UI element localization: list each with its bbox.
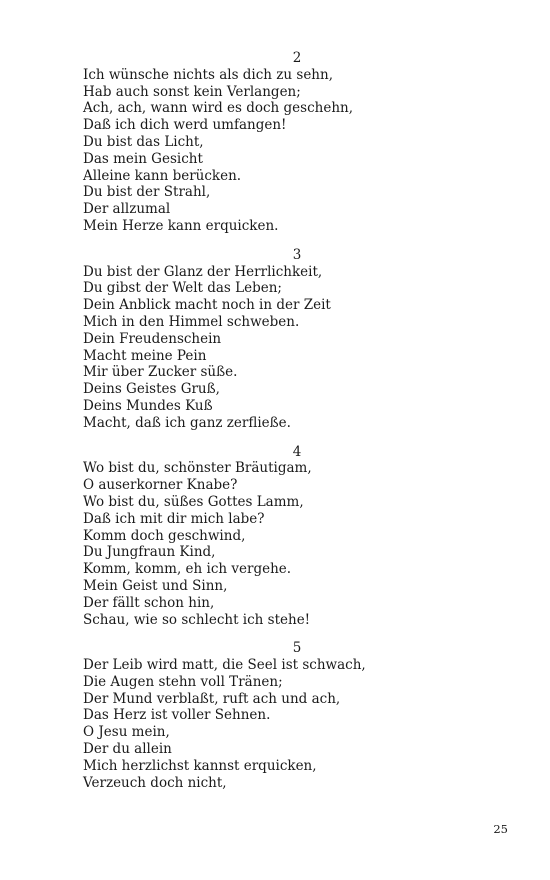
- verse-line: Der du allein: [83, 741, 172, 758]
- verse-line: Du gibst der Welt das Leben;: [83, 280, 282, 297]
- stanza-4: [83, 444, 503, 629]
- verse-line: Mein Herze kann erquicken.: [83, 217, 279, 234]
- verse-line: Hab auch sonst kein Verlangen;: [83, 83, 301, 100]
- verse-line: Ach, ach, wann wird es doch geschehn,: [83, 100, 354, 117]
- verse-line: Du bist das Licht,: [83, 133, 204, 150]
- verse-line: O Jesu mein,: [83, 724, 170, 741]
- verse-line: Schau, wie so schlecht ich stehe!: [83, 611, 311, 628]
- verse-line: Alleine kann berücken.: [83, 167, 242, 184]
- poem-text: [83, 50, 503, 803]
- page-number: 25: [493, 822, 508, 836]
- stanza-3: [83, 247, 503, 432]
- verse-line: Du bist der Glanz der Herrlichkeit,: [83, 263, 323, 280]
- verse-line: Deins Geistes Gruß,: [83, 381, 220, 398]
- stanza-number: 3: [292, 246, 302, 263]
- verse-line: Du bist der Strahl,: [83, 184, 211, 201]
- verse-line: Wo bist du, süßes Gottes Lamm,: [83, 493, 304, 510]
- verse-line: Das mein Gesicht: [83, 150, 203, 167]
- verse-line: Du Jungfraun Kind,: [83, 544, 216, 561]
- verse-line: Verzeuch doch nicht,: [83, 774, 227, 791]
- verse-line: Daß ich mit dir mich labe?: [83, 510, 265, 527]
- verse-line: Dein Anblick macht noch in der Zeit: [83, 297, 331, 314]
- verse-line: Der fällt schon hin,: [83, 594, 215, 611]
- verse-line: Das Herz ist voller Sehnen.: [83, 707, 271, 724]
- verse-line: Die Augen stehn voll Tränen;: [83, 673, 283, 690]
- verse-line: Mein Geist und Sinn,: [83, 577, 228, 594]
- verse-line: Mich herzlichst kannst erquicken,: [83, 757, 317, 774]
- verse-line: Der allzumal: [83, 201, 171, 218]
- verse-line: Komm, komm, eh ich vergehe.: [83, 561, 292, 578]
- verse-line: Macht, daß ich ganz zerfließe.: [83, 414, 291, 431]
- verse-line: Mich in den Himmel schweben.: [83, 313, 300, 330]
- verse-line: Daß ich dich werd umfangen!: [83, 117, 287, 134]
- stanza-number: 4: [292, 443, 302, 460]
- verse-line: Komm doch geschwind,: [83, 527, 246, 544]
- verse-line: Ich wünsche nichts als dich zu sehn,: [83, 66, 333, 83]
- verse-line: Wo bist du, schönster Bräutigam,: [83, 460, 312, 477]
- verse-line: Macht meine Pein: [83, 347, 207, 364]
- verse-line: Dein Freudenschein: [83, 330, 222, 347]
- verse-line: Deins Mundes Kuß: [83, 397, 213, 414]
- stanza-5: [83, 640, 503, 791]
- verse-line: O auserkorner Knabe?: [83, 477, 238, 494]
- verse-line: Mir über Zucker süße.: [83, 364, 238, 381]
- stanza-number: 5: [292, 640, 302, 657]
- verse-line: Der Leib wird matt, die Seel ist schwach,: [83, 657, 366, 674]
- verse-line: Der Mund verblaßt, ruft ach und ach,: [83, 690, 341, 707]
- stanza-number: 2: [292, 50, 302, 66]
- stanza-2: [83, 50, 503, 235]
